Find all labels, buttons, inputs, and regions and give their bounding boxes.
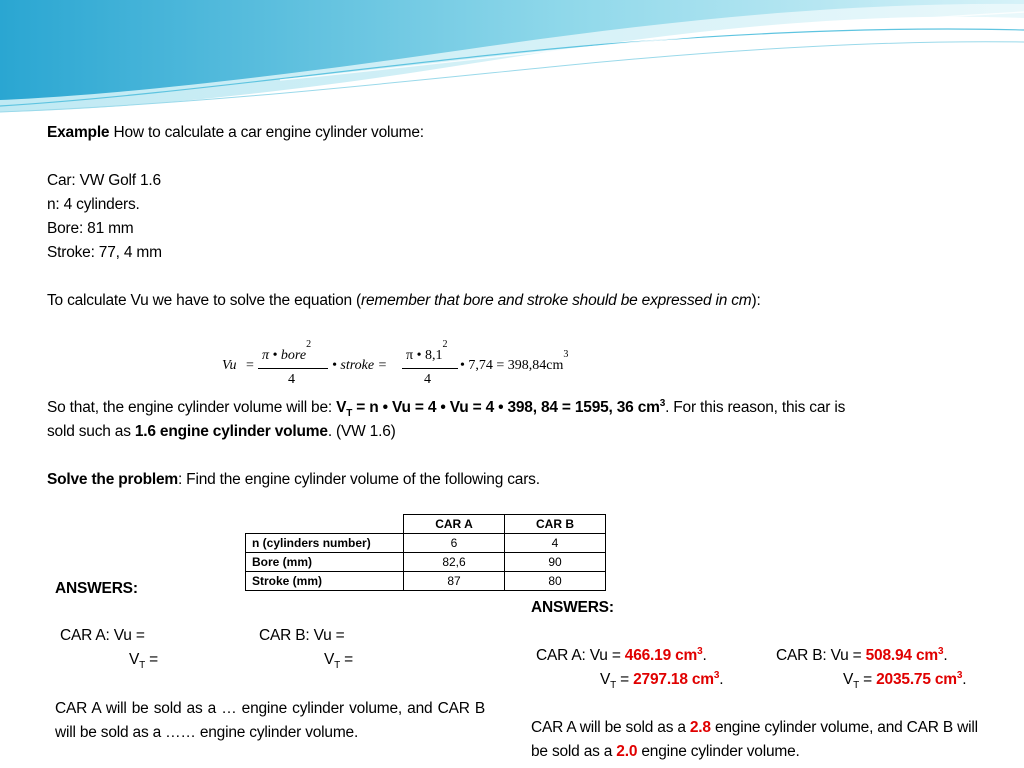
- example-text: How to calculate a car engine cylinder volume:: [109, 124, 424, 141]
- car-b-engine-size: 2.0: [616, 743, 638, 760]
- formula-result: • $7,74 = 398,84cm^3$: [460, 349, 569, 373]
- result-line-1: [47, 396, 845, 420]
- filled-answers-title: ANSWERS:: [531, 599, 614, 616]
- table-cell: 82,6: [404, 553, 505, 572]
- cars-data-table: [245, 514, 606, 591]
- blank-sold-as-sentence: CAR A will be sold as a … engine cylinder volume, and CAR B will be sold as a …… engine cylinder volume.: [55, 700, 485, 741]
- equation-intro-italic: remember that bore and stroke should be expressed in cm: [361, 292, 752, 309]
- table-cell: 4: [505, 534, 606, 553]
- table-row: [246, 572, 606, 591]
- example-heading: Example: [47, 124, 110, 141]
- result-engine-size: 1.6 engine cylinder volume: [134, 423, 328, 440]
- blank-car-a-vu: CAR A: Vu =: [60, 627, 145, 644]
- formula-denominator-1: 4: [288, 372, 295, 387]
- result-tail: . For this reason, this car is: [665, 399, 846, 416]
- table-cell: 6: [404, 534, 505, 553]
- table-header-row: [246, 515, 606, 534]
- blank-answers-title: ANSWERS:: [55, 580, 138, 597]
- table-header-car-b: CAR B: [505, 515, 606, 534]
- table-cell: 87: [404, 572, 505, 591]
- formula-stroke: • stroke =: [332, 358, 388, 373]
- formula-numerator-1: π • bore$^2$: [262, 339, 312, 363]
- equation-intro: [47, 289, 761, 313]
- car-model: Car: VW Golf 1.6: [47, 172, 161, 189]
- equation-intro-part-a: To calculate Vu we have to solve the equation (: [47, 292, 362, 309]
- bore-value: Bore: 81 mm: [47, 220, 134, 237]
- stroke-value: Stroke: 77, 4 mm: [47, 244, 162, 261]
- table-row-label: Bore (mm): [246, 553, 404, 572]
- car-a-vu-value: 466.19 $cm^3$: [624, 645, 703, 664]
- table-row-label: Stroke (mm): [246, 572, 404, 591]
- result-lead: So that, the engine cylinder volume will be:: [47, 399, 337, 416]
- fraction-bar-1: [258, 368, 328, 369]
- filled-car-a-vu: CAR A: Vu = 466.19 $cm^3$.: [536, 645, 707, 664]
- result-line-2: sold such as 1.6 engine cylinder volume. (VW 1.6): [47, 423, 396, 440]
- blank-car-b-vt: $V_T$ =: [324, 651, 354, 672]
- problem-heading: Solve the problem: [47, 471, 178, 488]
- header-wave-decoration: [0, 0, 1024, 120]
- table-row: [246, 553, 606, 572]
- blank-car-b-vu: CAR B: Vu =: [259, 627, 345, 644]
- table-row: [246, 534, 606, 553]
- filled-car-a-vt: $V_T = 2797.18$ $cm^3$.: [600, 669, 724, 692]
- table-cell: 90: [505, 553, 606, 572]
- car-a-vt-value: 2797.18 $cm^3$: [633, 669, 720, 688]
- filled-car-b-vt: $V_T = 2035.75$ $cm^3$.: [843, 669, 967, 692]
- cylinders-count: n: 4 cylinders.: [47, 196, 140, 213]
- formula-equals: =: [246, 358, 254, 373]
- car-b-vt-value: 2035.75 $cm^3$: [876, 669, 963, 688]
- car-a-engine-size: 2.8: [689, 719, 711, 736]
- car-b-vu-value: 508.94 $cm^3$: [865, 645, 944, 664]
- problem-statement: [47, 468, 540, 492]
- formula-denominator-2: 4: [424, 372, 431, 387]
- table-corner-cell: [246, 515, 404, 534]
- filled-sold-as-sentence: CAR A will be sold as a 2.8 engine cylinder volume, and CAR B will be sold as a 2.0 engine cylinder volume.: [531, 719, 978, 760]
- blank-car-a-vt: $V_T$ =: [129, 651, 159, 672]
- fraction-bar-2: [402, 368, 458, 369]
- result-calculation: $V_T = n$ • Vu = 4 • Vu = 4 • 398, 84 = 1595, 36 $cm^3$: [336, 397, 666, 420]
- table-row-label: n (cylinders number): [246, 534, 404, 553]
- formula-vu: Vu: [222, 358, 237, 373]
- formula-numerator-2: π • $8,1^2$: [406, 339, 448, 363]
- volume-formula: [222, 340, 602, 396]
- filled-car-b-vu: CAR B: Vu = 508.94 $cm^3$.: [776, 645, 948, 664]
- equation-intro-part-b: ):: [751, 292, 761, 309]
- problem-text: : Find the engine cylinder volume of the following cars.: [177, 471, 540, 488]
- table-cell: 80: [505, 572, 606, 591]
- table-header-car-a: CAR A: [404, 515, 505, 534]
- example-intro: [47, 121, 424, 145]
